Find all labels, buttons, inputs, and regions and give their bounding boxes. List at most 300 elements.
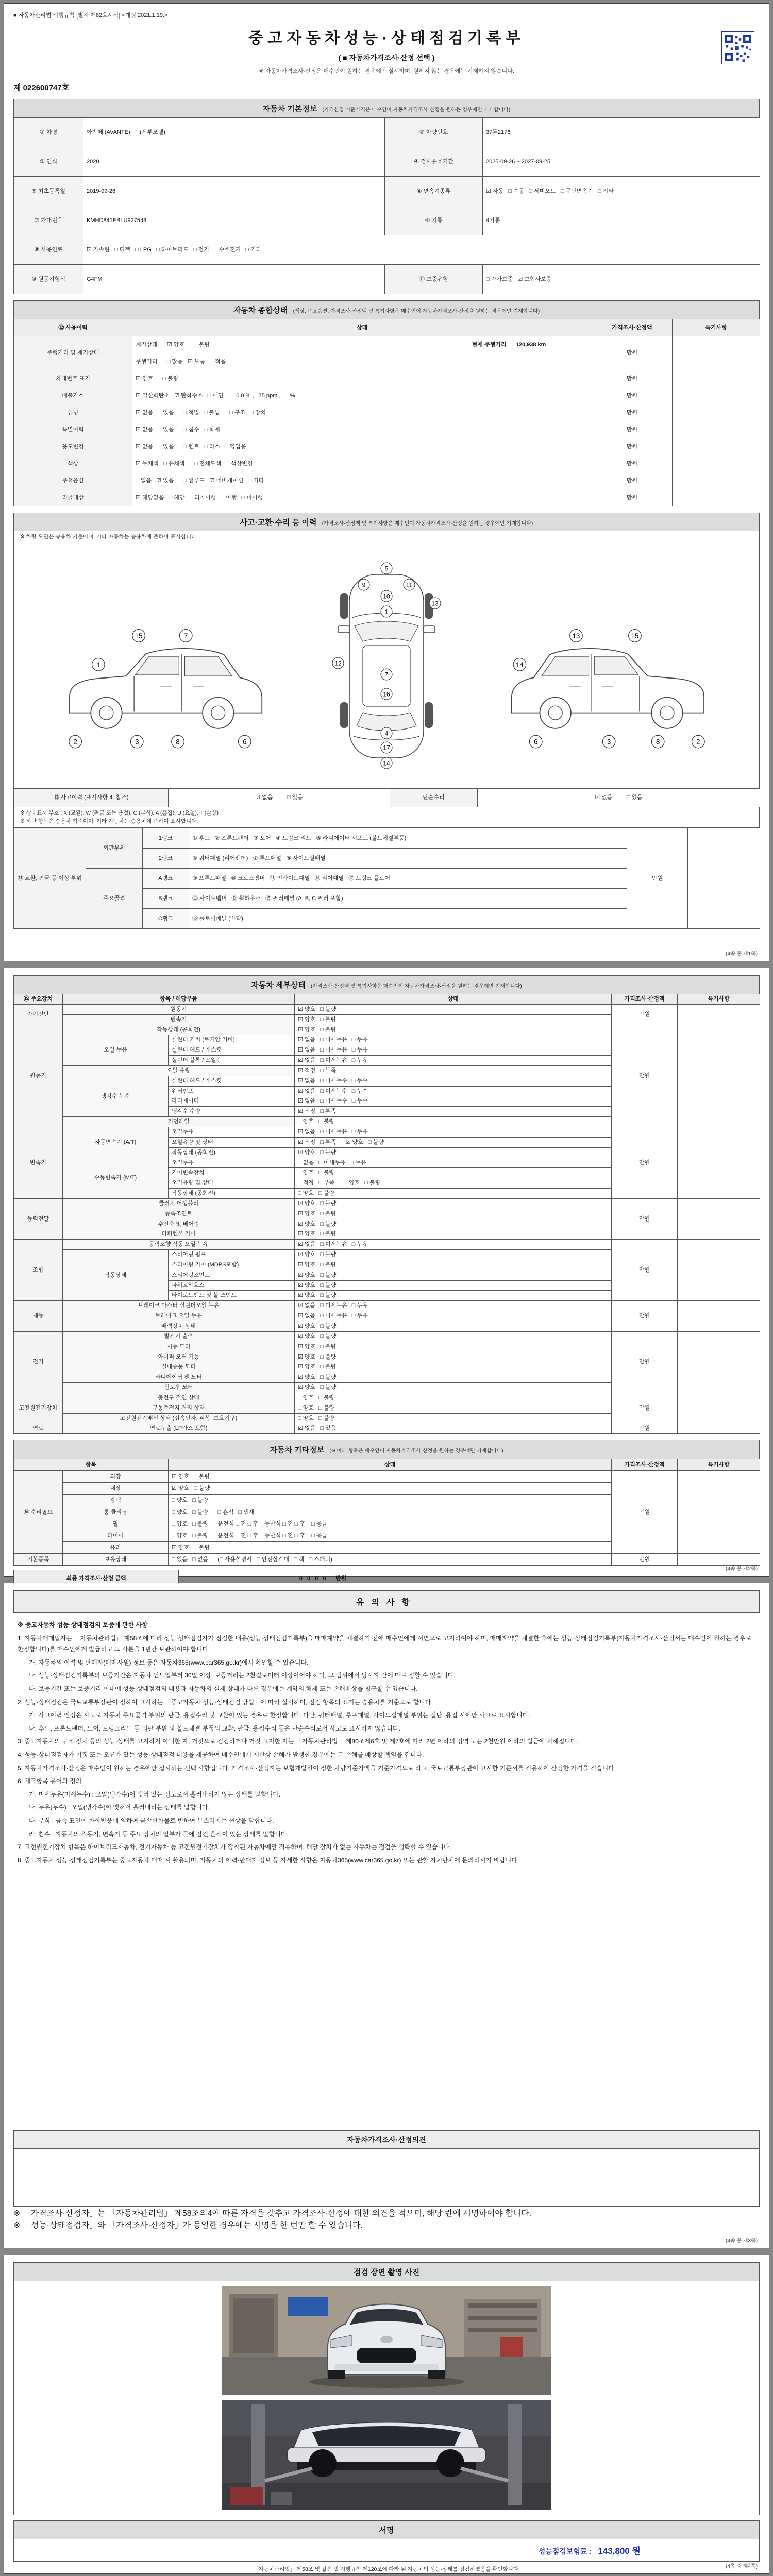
warranty-type: □ 자가보증 ☑ 보험사보증: [483, 265, 760, 294]
value-cell: [673, 421, 760, 438]
car-diagram-top: [309, 552, 464, 779]
part-label: 실린더 블록 / 오일팬: [169, 1056, 295, 1066]
row-label: 클러치 어셈블리: [63, 1198, 295, 1209]
row-label: ⑬ 사고이력 (표시사항 4. 참조): [14, 788, 169, 807]
price-cell: 만원: [612, 1004, 678, 1025]
price-cell: 만원: [592, 421, 673, 438]
overall-condition-table: [13, 319, 760, 506]
part-label: 파워고압호스: [169, 1280, 295, 1291]
svg-text:1: 1: [96, 661, 100, 669]
value-cell: ⑫ 사이드멤버 ⑬ 휠하우스 ⑮ 필러패널 (A, B, C 필러 포함): [189, 889, 627, 909]
value-cell: ☑ 양호 □ 불량: [295, 1250, 612, 1260]
notice-line: 2. 성능·상태점검은 국토교통부장관이 정하여 고시하는 「중고자동차 성능·상태점검 방법」에 따라 실시하며, 점검 항목의 표기는 승용차를 기준으로 합니다.: [18, 1698, 433, 1706]
notice-line: ※ 중고자동차 성능·상태점검의 보증에 관한 사항: [18, 1621, 148, 1629]
value-cell: ⑯ 플로어패널 (바닥): [189, 909, 627, 929]
section-note: (가격조사·산정액 및 특기사항은 매수인이 자동차가격조사·산정을 원하는 경우에만 기재합니다): [322, 521, 533, 527]
svg-text:2: 2: [696, 738, 700, 746]
value-cell: ☑ 양호 □ 불량: [169, 1542, 612, 1554]
notice-line: 가. 사고이력 인정은 사고로 자동차 주요골격 부위의 판금, 용접수리 및 교환이 있는 경우로 한정합니다. 다만, 쿼터패널, 루프패널, 사이드실패널 부위는 절단, 용접 시에만 사고로 표시합니다.: [29, 1711, 530, 1719]
svg-text:13: 13: [572, 632, 580, 640]
svg-text:8: 8: [175, 738, 180, 746]
row-label: ⑨ 사용연료: [14, 235, 83, 265]
opinion-title: 자동차가격조사·산정의견: [13, 2130, 760, 2149]
car-diagram-side-right: [490, 568, 732, 764]
value-cell: □ 양호 □ 불량: [295, 1189, 612, 1199]
odometer-reading: 현재 주행거리 120,938 km: [426, 336, 592, 353]
row-label: 배출가스: [14, 387, 132, 404]
value-cell: ☑ 없음 □ 미세누유 □ 누유: [295, 1035, 612, 1045]
price-cell: 만원: [592, 387, 673, 404]
row-label: 유리: [63, 1542, 169, 1554]
value-cell: ☑ 양호 □ 불량: [295, 1291, 612, 1301]
row-label: 색상: [14, 455, 132, 472]
part-label: 작동상태 (공회전): [169, 1189, 295, 1199]
document-number: 제 022600747호: [13, 83, 70, 92]
row-label: 디퍼렌셜 기어: [63, 1229, 295, 1240]
row-label: ⑥ 변속기종류: [385, 177, 483, 206]
value-cell: [673, 472, 760, 489]
signature-section-title: [13, 2520, 760, 2539]
qr-code-graphic: [724, 33, 752, 62]
value-cell: [673, 404, 760, 421]
row-label: 주요골격: [86, 869, 143, 929]
column-header: 특기사항: [678, 1459, 760, 1471]
first-registration-date: 2019-09-26: [83, 177, 385, 206]
row-label: 연료: [14, 1423, 63, 1434]
part-label: 오일유량 및 상태: [169, 1178, 295, 1189]
part-label: 작동상태 (공회전): [169, 1147, 295, 1158]
part-label: 타이로드엔드 및 볼 조인트: [169, 1291, 295, 1301]
row-label: 브레이크 오일 누유: [63, 1311, 295, 1321]
final-appraised-price: 0 0 0 0 만원: [179, 1570, 467, 1588]
value-cell: ① 후드 ② 프론트펜더 ③ 도어 ④ 트렁크 리드 ⑤ 라디에이터 서포트 (볼트체결부품): [189, 828, 627, 849]
photo-section-title: [13, 2262, 760, 2281]
value-cell: ☑ 양호 □ 불량: [295, 1219, 612, 1229]
value-cell: ☑ 양호 □ 불량: [295, 1014, 612, 1025]
row-label: ④ 검사유효기간: [385, 147, 483, 177]
emission-values: ☑ 일산화탄소 ☑ 탄화수소 □ 매연 0.0 % , 75 ppm , %: [132, 387, 592, 404]
value-cell: □ 양호 □ 불량 운전석 □ 전 □ 후 동반석 □ 전 □ 후 □ 응급: [169, 1518, 612, 1530]
value-cell: ⑨ 프론트패널 ⑩ 크로스멤버 ⑪ 인사이드패널 ⑭ 리어패널 ⑰ 트렁크 플로어: [189, 869, 627, 889]
price-cell: 만원: [612, 1198, 678, 1239]
column-header: 가격조사·산정액: [612, 1459, 678, 1471]
value-cell: [678, 1198, 760, 1239]
section-overall-condition: [13, 300, 760, 506]
value-cell: ☑ 해당없음 □ 해당 리콜이행 □ 이행 □ 미이행: [132, 489, 592, 506]
column-header: 항목 / 해당부품: [63, 994, 295, 1005]
notice-title: 유의사항: [13, 1590, 760, 1613]
price-cell: 만원: [612, 1025, 678, 1127]
svg-text:15: 15: [135, 632, 143, 640]
part-label: 오일누유: [169, 1158, 295, 1168]
row-label: C랭크: [143, 909, 189, 929]
value-cell: ☑ 적정 □ 부족 ☑ 양호 □ 불량: [295, 1137, 612, 1147]
value-cell: ☑ 양호 □ 불량: [169, 1483, 612, 1495]
accident-history-row: [13, 788, 760, 807]
row-label: 고전원전기배선 상태 (접속단자, 피복, 보호기구): [63, 1413, 295, 1423]
price-cell: 만원: [592, 455, 673, 472]
opinion-note-1: ※ 「가격조사·산정자」는 「자동차관리법」 제58조의4에 따른 자격을 갖추고 가격조사·산정에 대한 의견을 적으며, 해당 란에 서명하여야 합니다.: [13, 2209, 532, 2218]
value-cell: □ 양호 □ 불량: [295, 1168, 612, 1178]
etc-info-table: [13, 1459, 760, 1566]
row-label: ⑭ 교환, 판금 등 이상 부위: [14, 828, 86, 929]
photo-underside-view: [222, 2400, 551, 2510]
value-cell: 계기상태 ☑ 양호 □ 불량: [132, 336, 426, 353]
value-cell: ☑ 없음 □ 있음: [295, 1423, 612, 1434]
svg-text:13: 13: [431, 600, 439, 607]
column-header: ⑫ 사용이력: [14, 319, 132, 336]
svg-text:5: 5: [384, 565, 389, 572]
svg-text:14: 14: [515, 661, 524, 669]
section-title: 사고·교환·수리 등 이력: [240, 518, 317, 527]
value-cell: [673, 336, 760, 370]
part-label: 오일유량 및 상태: [169, 1137, 295, 1147]
simple-repair: ☑ 없음 □ 있음: [478, 788, 760, 807]
svg-text:12: 12: [334, 659, 342, 667]
row-label: 내장: [63, 1483, 169, 1495]
row-label: ⑯ 수리필요: [14, 1471, 63, 1554]
row-label: 기본품목: [14, 1554, 63, 1566]
part-label: 실린더 헤드 / 개스킷: [169, 1076, 295, 1086]
notice-line: 3. 중고자동차의 구조·장치 등의 성능·상태를 고지하지 아니한 자, 거짓으로 점검하거나 거짓 고지한 자는 「자동차관리법」 제80조제6호 및 제7호에 따라 2년 이하의 징역 또는 2천만원 이하의 벌금에 처해집니다.: [18, 1738, 578, 1745]
price-cell: 만원: [592, 370, 673, 387]
row-label: 고전원전기장치: [14, 1393, 63, 1423]
value-cell: ☑ 없음 □ 있음 □ 침수 □ 화재: [132, 421, 592, 438]
section-note: (색상, 주요옵션, 가격조사·산정액 및 특기사항은 매수인이 자동차가격조사·산정을 원하는 경우에만 기재합니다): [293, 309, 540, 314]
row-label: 1랭크: [143, 828, 189, 849]
value-cell: ☑ 양호 □ 불량: [295, 1270, 612, 1280]
value-cell: 주행거리 □ 많음 ☑ 보통 □ 적음: [132, 353, 592, 370]
value-cell: ☑ 양호 □ 불량: [295, 1004, 612, 1014]
price-cell: 만원: [612, 1554, 678, 1566]
row-label: 추진축 및 베어링: [63, 1219, 295, 1229]
row-label: 자기진단: [14, 1004, 63, 1025]
notice-line: 가. 자동차의 이력 및 판매자(매매사원) 정보 등은 자동차365(www.car365.go.kr)에서 확인할 수 있습니다.: [29, 1658, 309, 1666]
row-label: 라디에이터 팬 모터: [63, 1372, 295, 1383]
section-title: 서명: [379, 2526, 394, 2535]
value-cell: ☑ 양호 □ 불량: [295, 1209, 612, 1219]
row-label: 룸 클리닝: [63, 1506, 169, 1518]
row-label: 주요옵션: [14, 472, 132, 489]
value-cell: ☑ 양호 □ 불량: [132, 370, 592, 387]
row-label: 충전구 절연 상태: [63, 1393, 295, 1403]
value-cell: ☑ 없음 □ 미세누유 □ 누유: [295, 1240, 612, 1250]
section-header: [13, 975, 760, 994]
value-cell: ☑ 양호 □ 불량: [295, 1331, 612, 1342]
row-label: 2랭크: [143, 849, 189, 869]
notice-line: 다. 부식 : 금속 표면이 화학반응에 의하여 금속산화물로 변하여 부스러지는 현상을 말합니다.: [29, 1817, 274, 1824]
svg-text:6: 6: [242, 738, 246, 746]
row-label: ② 차량번호: [385, 118, 483, 147]
value-cell: [673, 489, 760, 506]
row-label: ⑪ 보증유형: [385, 265, 483, 294]
notice-line: 8. 중고자동차 성능·상태점검기록부는 중고자동차 매매 시 활용되며, 자동차의 이력·판매자 정보 등 자세한 사항은 자동차365(www.car365.go.kr) 또는 관할 자치단체에 문의하시기 바랍니다.: [18, 1856, 519, 1864]
row-label: 커먼레일: [63, 1117, 295, 1127]
row-label: 등속조인트: [63, 1209, 295, 1219]
basic-info-table: [13, 117, 760, 294]
column-header: 특기사항: [673, 319, 760, 336]
panel-rank-table: [13, 828, 760, 929]
value-cell: [688, 828, 760, 929]
notice-text-block: [13, 1613, 760, 2102]
value-cell: ☑ 양호 □ 불량: [295, 1260, 612, 1270]
row-label: 구동축전지 격리 상태: [63, 1403, 295, 1413]
value-cell: ☑ 양호 □ 불량: [295, 1372, 612, 1383]
row-label: 용도변경: [14, 438, 132, 455]
price-cell: 만원: [592, 404, 673, 421]
value-cell: ☑ 양호 □ 불량: [295, 1362, 612, 1372]
svg-text:1: 1: [384, 608, 389, 616]
price-cell: 만원: [612, 1393, 678, 1423]
notice-line: 나. 누유(누수) : 오일(냉각수)이 맺혀서 흘러내리는 상태를 말합니다.: [29, 1804, 210, 1811]
diagram-note: ※ 차량 도면은 승용차 기준이며, 기타 자동차는 승용차에 준하여 표시합니다.: [13, 531, 760, 544]
row-label: ③ 연식: [14, 147, 83, 177]
part-label: 오일누유: [169, 1127, 295, 1137]
row-label: 자동변속기 (A/T): [63, 1127, 169, 1158]
column-header: 상태: [132, 319, 592, 336]
section-header: [13, 300, 760, 319]
insurance-fee-row: [13, 2539, 760, 2562]
value-cell: □ 양호 □ 불량 □ 흔적 □ 냄새: [169, 1506, 612, 1518]
column-header: 항목: [14, 1459, 169, 1471]
page-number: (4쪽 중 제3쪽): [726, 2238, 758, 2244]
column-header: 특기사항: [678, 994, 760, 1005]
value-cell: ☑ 무채색 □ 유채색 □ 전체도색 □ 색상변경: [132, 455, 592, 472]
row-label: 냉각수 누수: [63, 1076, 169, 1116]
row-label: 작동상태: [63, 1250, 169, 1301]
svg-text:7: 7: [384, 671, 389, 679]
svg-text:7: 7: [183, 632, 188, 640]
row-label: 원동기: [63, 1004, 295, 1014]
section-detail-condition: [13, 975, 760, 1434]
row-label: 리콜대상: [14, 489, 132, 506]
row-label: 연료누출 (LP가스 포함): [63, 1423, 295, 1434]
value-cell: ☑ 없음 □ 있음 □ 렌트 □ 리스 □ 영업용: [132, 438, 592, 455]
section-note: (가격산정 기준가격은 매수인이 자동차가격조사·산정을 원하는 경우에만 기재합니다): [322, 107, 511, 113]
price-opinion-block: [13, 2130, 760, 2230]
price-cell: 만원: [612, 1331, 678, 1393]
svg-text:3: 3: [135, 738, 139, 746]
state-code-line2: ※ 하단 항목은 승용차 기준이며, 기타 자동차는 승용차에 준하여 표시합니다.: [20, 818, 198, 824]
value-cell: [678, 1301, 760, 1332]
section-title: 자동차 기본정보: [262, 105, 317, 113]
part-label: 워터펌프: [169, 1086, 295, 1096]
notice-line: 라. 침수 : 자동차의 원동기, 변속기 등 주요 장치의 일부가 물에 잠긴 흔적이 있는 상태를 말합니다.: [29, 1830, 289, 1838]
price-cell: 만원: [612, 1127, 678, 1198]
price-cell: 만원: [592, 438, 673, 455]
column-header: 최종 가격조사·산정 금액: [14, 1570, 179, 1588]
value-cell: ⑥ 쿼터패널 (리어펜더) ⑦ 루프패널 ⑧ 사이드실패널: [189, 849, 627, 869]
detail-condition-table: [13, 994, 760, 1434]
value-cell: 4기통: [483, 206, 760, 235]
value-cell: ☑ 양호 □ 불량: [295, 1198, 612, 1209]
section-title: 자동차 기타정보: [270, 1446, 325, 1455]
part-label: 냉각수 수량: [169, 1107, 295, 1117]
value-cell: □ 양호 □ 불량: [295, 1393, 612, 1403]
value-cell: ☑ 적정 □ 부족: [295, 1065, 612, 1076]
svg-text:10: 10: [383, 592, 390, 600]
value-cell: ☑ 적정 □ 부족: [295, 1107, 612, 1117]
section-etc-info: [13, 1440, 760, 1566]
value-cell: ☑ 양호 □ 불량: [169, 1471, 612, 1483]
row-label: 타이어: [63, 1530, 169, 1542]
price-cell: 만원: [592, 489, 673, 506]
value-cell: ☑ 없음 □ 미세누수 □ 누수: [295, 1076, 612, 1086]
part-label: 기어변속장치: [169, 1168, 295, 1178]
section-title: 점검 장면 촬영 사진: [353, 2268, 420, 2277]
value-cell: ☑ 양호 □ 불량: [295, 1383, 612, 1393]
section-title: 자동차 종합상태: [233, 306, 288, 315]
section-header: [13, 99, 760, 117]
title-note: ※ 자동차가격조사·산정은 매수인이 원하는 경우에만 실시하며, 원하지 않는 경우에는 기재하지 않습니다.: [259, 68, 514, 74]
value-cell: [678, 1331, 760, 1393]
row-label: 시동 모터: [63, 1342, 295, 1352]
page-4: [4, 2255, 769, 2574]
row-label: 광택: [63, 1495, 169, 1506]
value-cell: ☑ 없음 □ 있음 □ 적법 □ 불법 □ 구조 □ 장치: [132, 404, 592, 421]
page-number: (4쪽 중 제2쪽): [726, 1566, 758, 1572]
value-cell: [673, 438, 760, 455]
price-cell: 만원: [612, 1471, 678, 1554]
value-cell: ☑ 없음 □ 미세누유 □ 누유: [295, 1301, 612, 1311]
opinion-writing-area: [13, 2149, 760, 2207]
section-note: (※ 아래 항목은 매수인이 자동차가격조사·산정을 원하는 경우에만 기재합니다): [329, 1448, 503, 1454]
row-label: 주행거리 및 계기상태: [14, 336, 132, 370]
part-label: 실린더 커버 (로커암 커버): [169, 1035, 295, 1045]
part-label: 라디에이터: [169, 1096, 295, 1107]
svg-text:3: 3: [607, 738, 611, 746]
notice-line: 나. 성능·상태점검기록부의 보증기간은 자동차 인도일부터 30일 이상, 보증거리는 2천킬로미터 이상이어야 하며, 그 범위에서 당사자 간에 따로 정할 수 있습니다.: [29, 1672, 456, 1680]
part-label: 실린더 헤드 / 개스킷: [169, 1045, 295, 1056]
value-cell: [673, 370, 760, 387]
insurance-fee-label: 성능점검보험료 :: [538, 2547, 592, 2555]
row-label: B랭크: [143, 889, 189, 909]
column-header: 상태: [295, 994, 612, 1005]
column-header: 가격조사·산정액: [612, 994, 678, 1005]
notice-line: 나. 후드, 프론트펜더, 도어, 트렁크리드 등 외판 부위 및 볼트체결 부품의 교환, 판금, 용접수리 등은 단순수리로서 사고로 표시하지 않습니다.: [29, 1724, 400, 1732]
qr-code: [721, 31, 754, 64]
column-header: 가격조사·산정액: [592, 319, 673, 336]
svg-text:4: 4: [384, 730, 389, 737]
row-label: 차대번호 표기: [14, 370, 132, 387]
fuel-type: ☑ 가솔린 □ 디젤 □ LPG □ 하이브리드 □ 전기 □ 수소전기 □ 기타: [83, 235, 760, 265]
price-cell: 만원: [627, 828, 688, 929]
value-cell: □ 없음 □ 미세누유 □ 누유: [295, 1158, 612, 1168]
value-cell: [678, 1471, 760, 1554]
value-cell: □ 양호 □ 불량: [295, 1413, 612, 1423]
row-label: 동력전달: [14, 1198, 63, 1239]
plate-number: 37두2176: [483, 118, 760, 147]
photo-front-view: [222, 2286, 551, 2395]
value-cell: [678, 1393, 760, 1423]
price-cell: 만원: [612, 1240, 678, 1301]
row-label: 오일 누유: [63, 1035, 169, 1066]
value-cell: □ 있음 □ 없음 (□ 사용설명서 □ 안전삼각대 □ 잭 □ 스패너): [169, 1554, 612, 1566]
inspection-valid-period: 2025-09-26 ~ 2027-09-25: [483, 147, 760, 177]
notice-line: 4. 성능·상태점검자가 거짓 또는 오류가 있는 성능·상태점검 내용을 제공하여 매수인에게 재산상 손해가 발생한 경우에는 그 손해를 배상할 책임을 집니다.: [18, 1751, 424, 1758]
page-2: [4, 968, 769, 1582]
notice-line: 다. 보증기간 또는 보증거리 이내에 성능·상태점검의 내용과 자동차의 실제 상태가 다른 경우에는 계약의 해제 또는 손해배상을 청구할 수 있습니다.: [29, 1685, 418, 1692]
footer-line-1: 「자동차관리법」 제58조 및 같은 법 시행규칙 제120조에 따라 위 자동차의 성능·상태를 점검하였음을 확인합니다.: [253, 2566, 520, 2572]
row-label: 오일 유량: [63, 1065, 295, 1076]
section-title: 자동차 세부상태: [251, 981, 306, 990]
title-option: ( ■ 자동차가격조사·산정 선택 ): [338, 54, 435, 62]
model-year: 2020: [83, 147, 385, 177]
value-cell: ☑ 양호 □ 불량: [295, 1229, 612, 1240]
row-label: ⑤ 최초등록일: [14, 177, 83, 206]
value-cell: ☑ 양호 □ 불량: [295, 1342, 612, 1352]
insurance-fee-value: 143,800 원: [598, 2546, 641, 2556]
row-label: ① 차명: [14, 118, 83, 147]
page-1: [4, 3, 769, 961]
value-cell: □ 없음 ☑ 있음 □ 썬루프 ☑ 네비게이션 □ 기타: [132, 472, 592, 489]
value-cell: [678, 1240, 760, 1301]
value-cell: ☑ 없음 □ 미세누수 □ 누수: [295, 1096, 612, 1107]
row-label: 제동: [14, 1301, 63, 1332]
section-header: [13, 513, 760, 531]
value-cell: [678, 1025, 760, 1127]
svg-text:16: 16: [383, 690, 390, 698]
value-cell: □ 양호 □ 불량: [295, 1117, 612, 1127]
row-label: ⑧ 기통: [385, 206, 483, 235]
svg-text:6: 6: [533, 738, 537, 746]
row-label: 실내송풍 모터: [63, 1362, 295, 1372]
svg-text:8: 8: [656, 738, 660, 746]
value-cell: ☑ 양호 □ 불량: [295, 1147, 612, 1158]
row-label: 브레이크 마스터 실린더오일 누유: [63, 1301, 295, 1311]
value-cell: [678, 1004, 760, 1025]
value-cell: □ 양호 □ 불량 운전석 □ 전 □ 후 동반석 □ 전 □ 후 □ 응급: [169, 1530, 612, 1542]
part-label: 스티어링 펌프: [169, 1250, 295, 1260]
row-label: 보유상태: [63, 1554, 169, 1566]
row-label: 외장: [63, 1471, 169, 1483]
row-label: 변속기: [14, 1127, 63, 1198]
value-cell: □ 양호 □ 불량: [169, 1495, 612, 1506]
row-label: 조향: [14, 1240, 63, 1301]
row-label: 윈도우 모터: [63, 1383, 295, 1393]
notice-line: 7. 고전원전기장치 항목은 하이브리드자동차, 전기자동차 등 고전원전기장치가 장착된 자동차에만 적용하며, 해당 장치가 없는 자동차는 점검을 생략할 수 있습니다.: [18, 1843, 451, 1851]
document-title: 중고자동차성능·상태점검기록부: [248, 30, 525, 47]
row-label: 발전기 출력: [63, 1331, 295, 1342]
engine-type: G4FM: [83, 265, 385, 294]
value-cell: □ 적정 □ 부족 □ 양호 □ 불량: [295, 1178, 612, 1189]
vehicle-name: 아반떼 (AVANTE) (세부모델): [83, 118, 385, 147]
car-diagram-side-left: [42, 568, 284, 764]
value-cell: [673, 455, 760, 472]
svg-text:11: 11: [406, 581, 413, 589]
section-accident-history: [13, 513, 760, 929]
value-cell: ☑ 양호 □ 불량: [295, 1321, 612, 1332]
svg-text:15: 15: [630, 632, 638, 640]
column-header: ⑮ 주요장치: [14, 994, 63, 1005]
notice-line: 가. 미세누유(미세누수) : 오일(냉각수)이 맺혀 있는 정도로서 흘러내리지 않는 상태를 말합니다.: [29, 1790, 281, 1798]
row-label: 튜닝: [14, 404, 132, 421]
notice-line: 5. 자동차가격조사·산정은 매수인이 원하는 경우에만 실시하는 선택 사항입니다. 가격조사·산정자는 보험개발원이 정한 차량기준가액을 기준가격으로 하고, 국토교통부장관이 고시한 기준서를 적용하여 산정한 가격을 적습니다.: [18, 1764, 616, 1772]
transmission-type: ☑ 자동 □ 수동 □ 세미오토 □ 무단변속기 □ 기타: [483, 177, 760, 206]
part-label: 스티어링 기어 (MDPS포함): [169, 1260, 295, 1270]
svg-text:2: 2: [73, 738, 77, 746]
state-code-line1: ※ 상태표시 부호 : X (교환), W (판금 또는 용접), C (부식), A (흠집), U (요철), T (손상): [20, 809, 219, 816]
svg-text:14: 14: [383, 759, 390, 767]
value-cell: ☑ 없음 □ 미세누유 □ 누유: [295, 1127, 612, 1137]
value-cell: ☑ 양호 □ 불량: [295, 1280, 612, 1291]
notice-line: 6. 체크항목 용어의 정의: [18, 1777, 82, 1785]
inspection-photos: [13, 2281, 760, 2515]
row-label: 외판부위: [86, 828, 143, 869]
page-3: [4, 1583, 769, 2248]
row-label: 원동기: [14, 1025, 63, 1127]
svg-text:9: 9: [362, 581, 366, 589]
